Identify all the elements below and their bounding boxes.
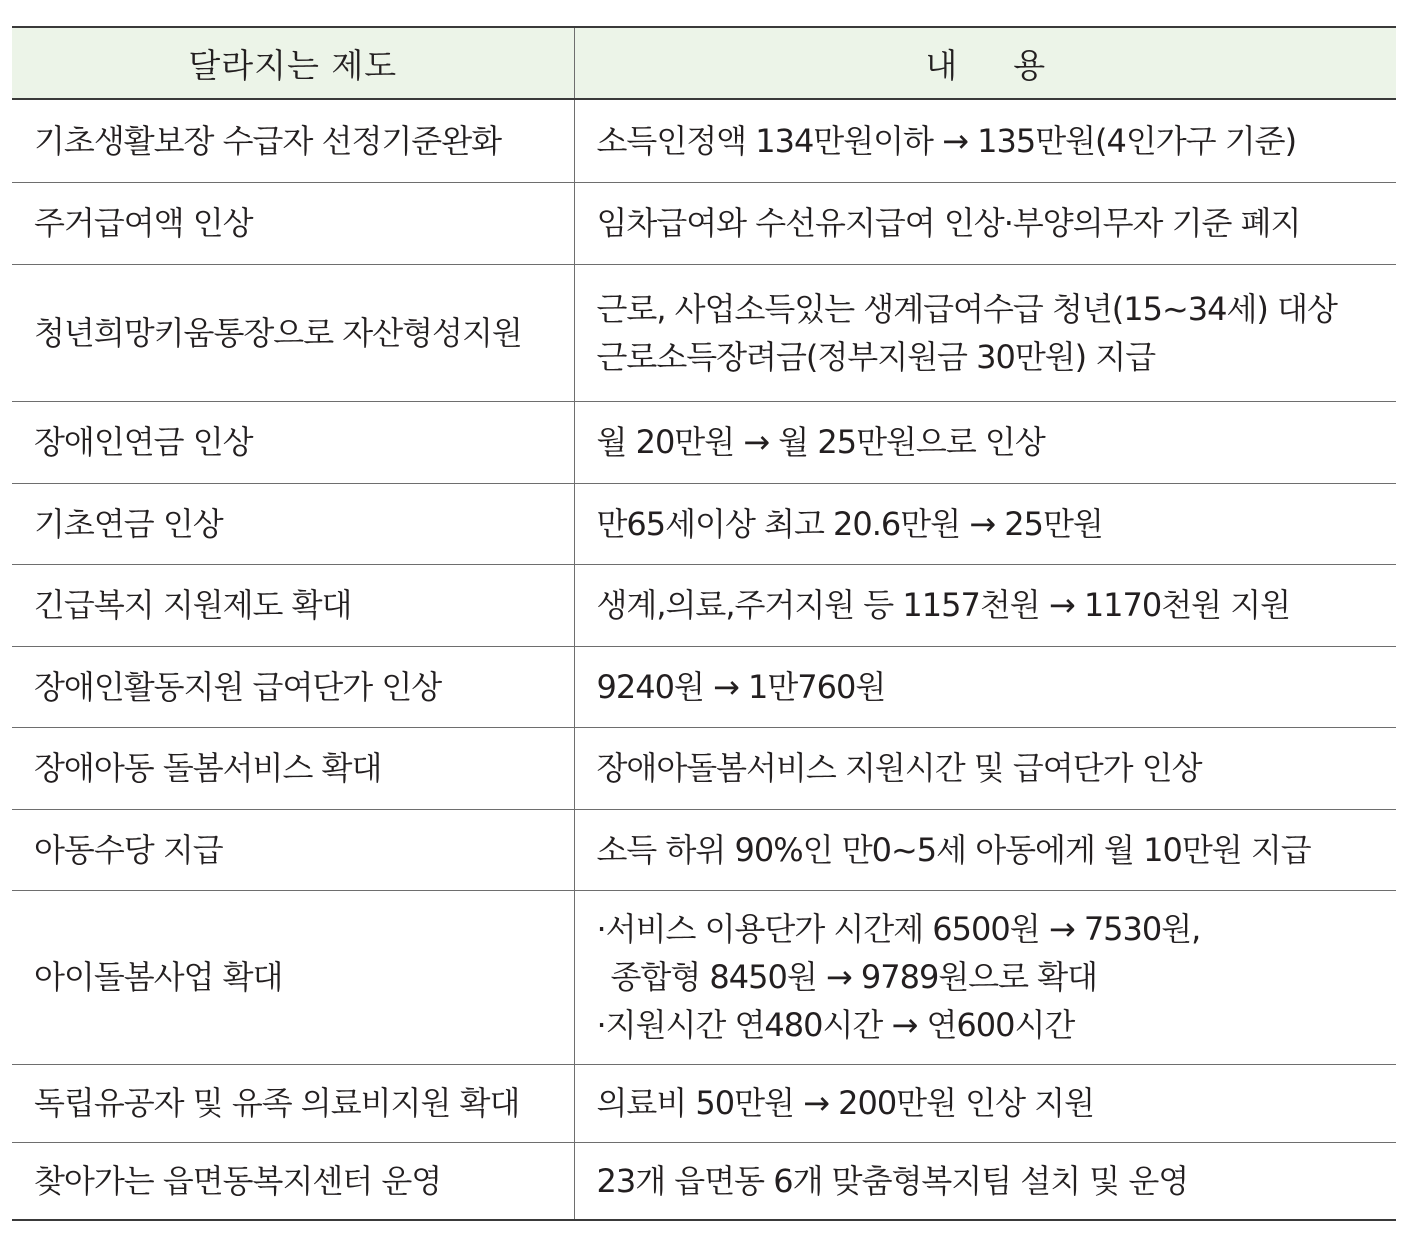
content-cell — [574, 483, 1396, 564]
table-row — [12, 264, 1396, 401]
policy-changes-table — [12, 26, 1396, 1221]
table-row — [12, 727, 1396, 809]
content-line: ·지원시간 연480시간 → 연600시간 — [596, 1006, 1075, 1044]
table-row — [12, 564, 1396, 646]
content-cell — [574, 809, 1396, 890]
table-row — [12, 401, 1396, 483]
content-cell — [574, 727, 1396, 809]
content-line: 23개 읍면동 6개 맞춤형복지팀 설치 및 운영 — [596, 1161, 1189, 1200]
content-line: 종합형 8450원 → 9789원으로 확대 — [610, 958, 1098, 996]
system-cell: 장애아동 돌봄서비스 확대 — [12, 727, 574, 809]
content-cell — [574, 1064, 1396, 1142]
system-cell: 긴급복지 지원제도 확대 — [12, 564, 574, 646]
table-row — [12, 1142, 1396, 1220]
header-system: 달라지는 제도 — [12, 27, 574, 99]
content-cell — [574, 401, 1396, 483]
table-row — [12, 1064, 1396, 1142]
content-line: 의료비 50만원 → 200만원 인상 지원 — [596, 1084, 1095, 1122]
content-line: 9240원 → 1만760원 — [596, 667, 886, 706]
table-row — [12, 646, 1396, 727]
system-cell: 독립유공자 및 유족 의료비지원 확대 — [12, 1064, 574, 1142]
system-cell: 장애인연금 인상 — [12, 401, 574, 483]
content-line: 소득 하위 90%인 만0~5세 아동에게 월 10만원 지급 — [596, 830, 1311, 869]
content-cell — [574, 646, 1396, 727]
system-cell: 아동수당 지급 — [12, 809, 574, 890]
content-line: ·서비스 이용단가 시간제 6500원 → 7530원, — [596, 910, 1201, 948]
content-cell — [574, 99, 1396, 182]
table-row — [12, 99, 1396, 182]
content-cell — [574, 890, 1396, 1064]
system-cell: 아이돌봄사업 확대 — [12, 890, 574, 1064]
system-cell: 주거급여액 인상 — [12, 182, 574, 264]
content-cell — [574, 564, 1396, 646]
table-row — [12, 809, 1396, 890]
system-cell: 기초연금 인상 — [12, 483, 574, 564]
content-cell — [574, 1142, 1396, 1220]
content-cell — [574, 182, 1396, 264]
table-row — [12, 890, 1396, 1064]
content-line: 만65세이상 최고 20.6만원 → 25만원 — [596, 504, 1103, 543]
header-content-label: 내용 — [925, 45, 1102, 85]
system-cell: 장애인활동지원 급여단가 인상 — [12, 646, 574, 727]
header-content — [574, 27, 1396, 99]
content-cell — [574, 264, 1396, 401]
content-line: 근로, 사업소득있는 생계급여수급 청년(15~34세) 대상 — [596, 289, 1337, 328]
system-cell: 찾아가는 읍면동복지센터 운영 — [12, 1142, 574, 1220]
content-line: 월 20만원 → 월 25만원으로 인상 — [596, 423, 1045, 461]
content-line: 임차급여와 수선유지급여 인상·부양의무자 기준 폐지 — [596, 204, 1301, 242]
system-cell: 청년희망키움통장으로 자산형성지원 — [12, 264, 574, 401]
table-row — [12, 182, 1396, 264]
table-row — [12, 483, 1396, 564]
content-line: 근로소득장려금(정부지원금 30만원) 지급 — [596, 337, 1156, 376]
system-cell: 기초생활보장 수급자 선정기준완화 — [12, 99, 574, 182]
content-line: 생계,의료,주거지원 등 1157천원 → 1170천원 지원 — [596, 586, 1291, 624]
content-line: 장애아돌봄서비스 지원시간 및 급여단가 인상 — [596, 749, 1202, 787]
content-line: 소득인정액 134만원이하 → 135만원(4인가구 기준) — [596, 121, 1297, 160]
table-header-row — [12, 27, 1396, 99]
